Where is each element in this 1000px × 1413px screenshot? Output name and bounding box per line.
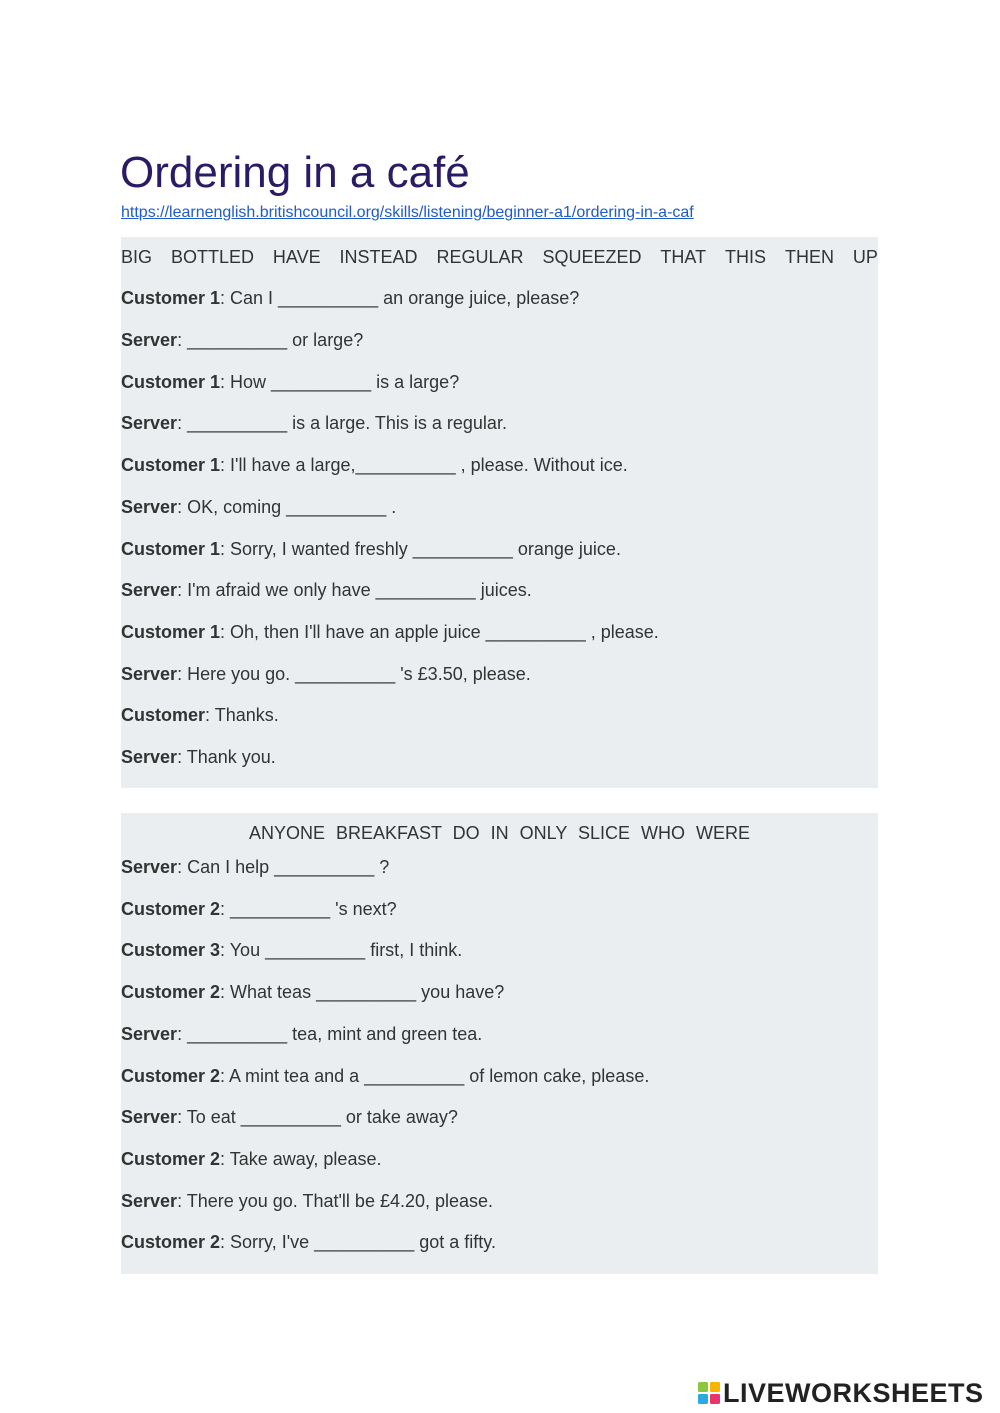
line-text: : Can I __________ an orange juice, please? xyxy=(220,288,580,308)
word-bank-word: INSTEAD xyxy=(339,247,418,267)
word-bank-word: BIG xyxy=(121,247,153,267)
speaker-label: Customer 1 xyxy=(121,539,221,559)
dialogue-panel-2 xyxy=(121,813,878,1274)
dialogue-line xyxy=(121,1105,458,1129)
line-text: : Thanks. xyxy=(205,705,279,725)
word-bank-word: SQUEEZED xyxy=(542,247,642,267)
line-text: : There you go. That'll be £4.20, please. xyxy=(177,1191,494,1211)
speaker-label: Customer 1 xyxy=(121,288,221,308)
speaker-label: Customer xyxy=(121,705,206,725)
speaker-label: Customer 1 xyxy=(121,622,221,642)
speaker-label: Customer 2 xyxy=(121,899,221,919)
dialogue-line xyxy=(121,495,396,519)
speaker-label: Customer 1 xyxy=(121,455,221,475)
word-bank-word: REGULAR xyxy=(436,247,524,267)
dialogue-line xyxy=(121,578,532,602)
line-text: : I'm afraid we only have __________ juices. xyxy=(177,580,532,600)
line-text: : To eat __________ or take away? xyxy=(177,1107,458,1127)
line-text: : __________ 's next? xyxy=(220,899,397,919)
dialogue-line xyxy=(121,370,459,394)
line-text: : Can I help __________ ? xyxy=(177,857,390,877)
liveworksheets-logo-icon xyxy=(697,1381,721,1405)
line-text: : What teas __________ you have? xyxy=(220,982,505,1002)
dialogue-line xyxy=(121,328,363,352)
speaker-label: Server xyxy=(121,1191,178,1211)
line-text: : Sorry, I wanted freshly __________ orange juice. xyxy=(220,539,621,559)
dialogue-line xyxy=(121,286,579,310)
line-text: : How __________ is a large? xyxy=(220,372,460,392)
dialogue-line xyxy=(121,938,462,962)
speaker-label: Server xyxy=(121,580,178,600)
line-text: : OK, coming __________ . xyxy=(177,497,397,517)
dialogue-line xyxy=(121,537,621,561)
dialogue-line xyxy=(121,1147,381,1171)
word-bank-2: ANYONE BREAKFAST DO IN ONLY SLICE WHO WERE xyxy=(248,823,751,843)
word-bank-word: THIS xyxy=(725,247,767,267)
line-text: : __________ is a large. This is a regular. xyxy=(177,413,507,433)
speaker-label: Server xyxy=(121,330,178,350)
line-text: : You __________ first, I think. xyxy=(220,940,463,960)
speaker-label: Server xyxy=(121,747,178,767)
speaker-label: Server xyxy=(121,1024,178,1044)
dialogue-line xyxy=(121,662,531,686)
speaker-label: Server xyxy=(121,1107,178,1127)
speaker-label: Customer 2 xyxy=(121,1066,221,1086)
speaker-label: Server xyxy=(121,413,178,433)
word-bank-word: BOTTLED xyxy=(170,247,254,267)
dialogue-line xyxy=(121,1230,496,1254)
dialogue-line xyxy=(121,980,504,1004)
dialogue-line xyxy=(121,745,276,769)
speaker-label: Server xyxy=(121,664,178,684)
word-bank-word: UP xyxy=(852,247,878,267)
speaker-label: Customer 3 xyxy=(121,940,221,960)
speaker-label: Customer 2 xyxy=(121,982,221,1002)
speaker-label: Server xyxy=(121,497,178,517)
word-bank-1 xyxy=(121,246,878,268)
line-text: : Thank you. xyxy=(177,747,276,767)
dialogue-line xyxy=(121,1022,482,1046)
dialogue-line xyxy=(121,1064,649,1088)
word-bank-word: THEN xyxy=(784,247,834,267)
dialogue-line xyxy=(121,620,659,644)
speaker-label: Server xyxy=(121,857,178,877)
logo-text: LIVEWORKSHEETS xyxy=(723,1377,984,1408)
page-title: Ordering in a café xyxy=(120,148,470,197)
dialogue-line xyxy=(121,855,389,879)
line-text: : Take away, please. xyxy=(220,1149,382,1169)
dialogue-panel-1 xyxy=(121,237,878,788)
speaker-label: Customer 2 xyxy=(121,1232,221,1252)
line-text: : Here you go. __________ 's £3.50, please. xyxy=(177,664,531,684)
speaker-label: Customer 1 xyxy=(121,372,221,392)
line-text: : Oh, then I'll have an apple juice __________ , please. xyxy=(220,622,659,642)
line-text: : A mint tea and a __________ of lemon cake, please. xyxy=(220,1066,650,1086)
dialogue-line xyxy=(121,703,279,727)
dialogue-line xyxy=(121,897,397,921)
line-text: : __________ tea, mint and green tea. xyxy=(177,1024,483,1044)
line-text: : I'll have a large,__________ , please. Without ice. xyxy=(220,455,628,475)
line-text: : __________ or large? xyxy=(177,330,364,350)
word-bank-word: HAVE xyxy=(272,247,321,267)
liveworksheets-logo xyxy=(697,1376,984,1410)
speaker-label: Customer 2 xyxy=(121,1149,221,1169)
source-link[interactable]: https://learnenglish.britishcouncil.org/skills/listening/beginner-a1/ordering-in-a-caf xyxy=(121,204,694,221)
line-text: : Sorry, I've __________ got a fifty. xyxy=(220,1232,496,1252)
dialogue-line xyxy=(121,411,507,435)
dialogue-line xyxy=(121,453,628,477)
dialogue-line xyxy=(121,1189,493,1213)
word-bank-word: THAT xyxy=(660,247,707,267)
